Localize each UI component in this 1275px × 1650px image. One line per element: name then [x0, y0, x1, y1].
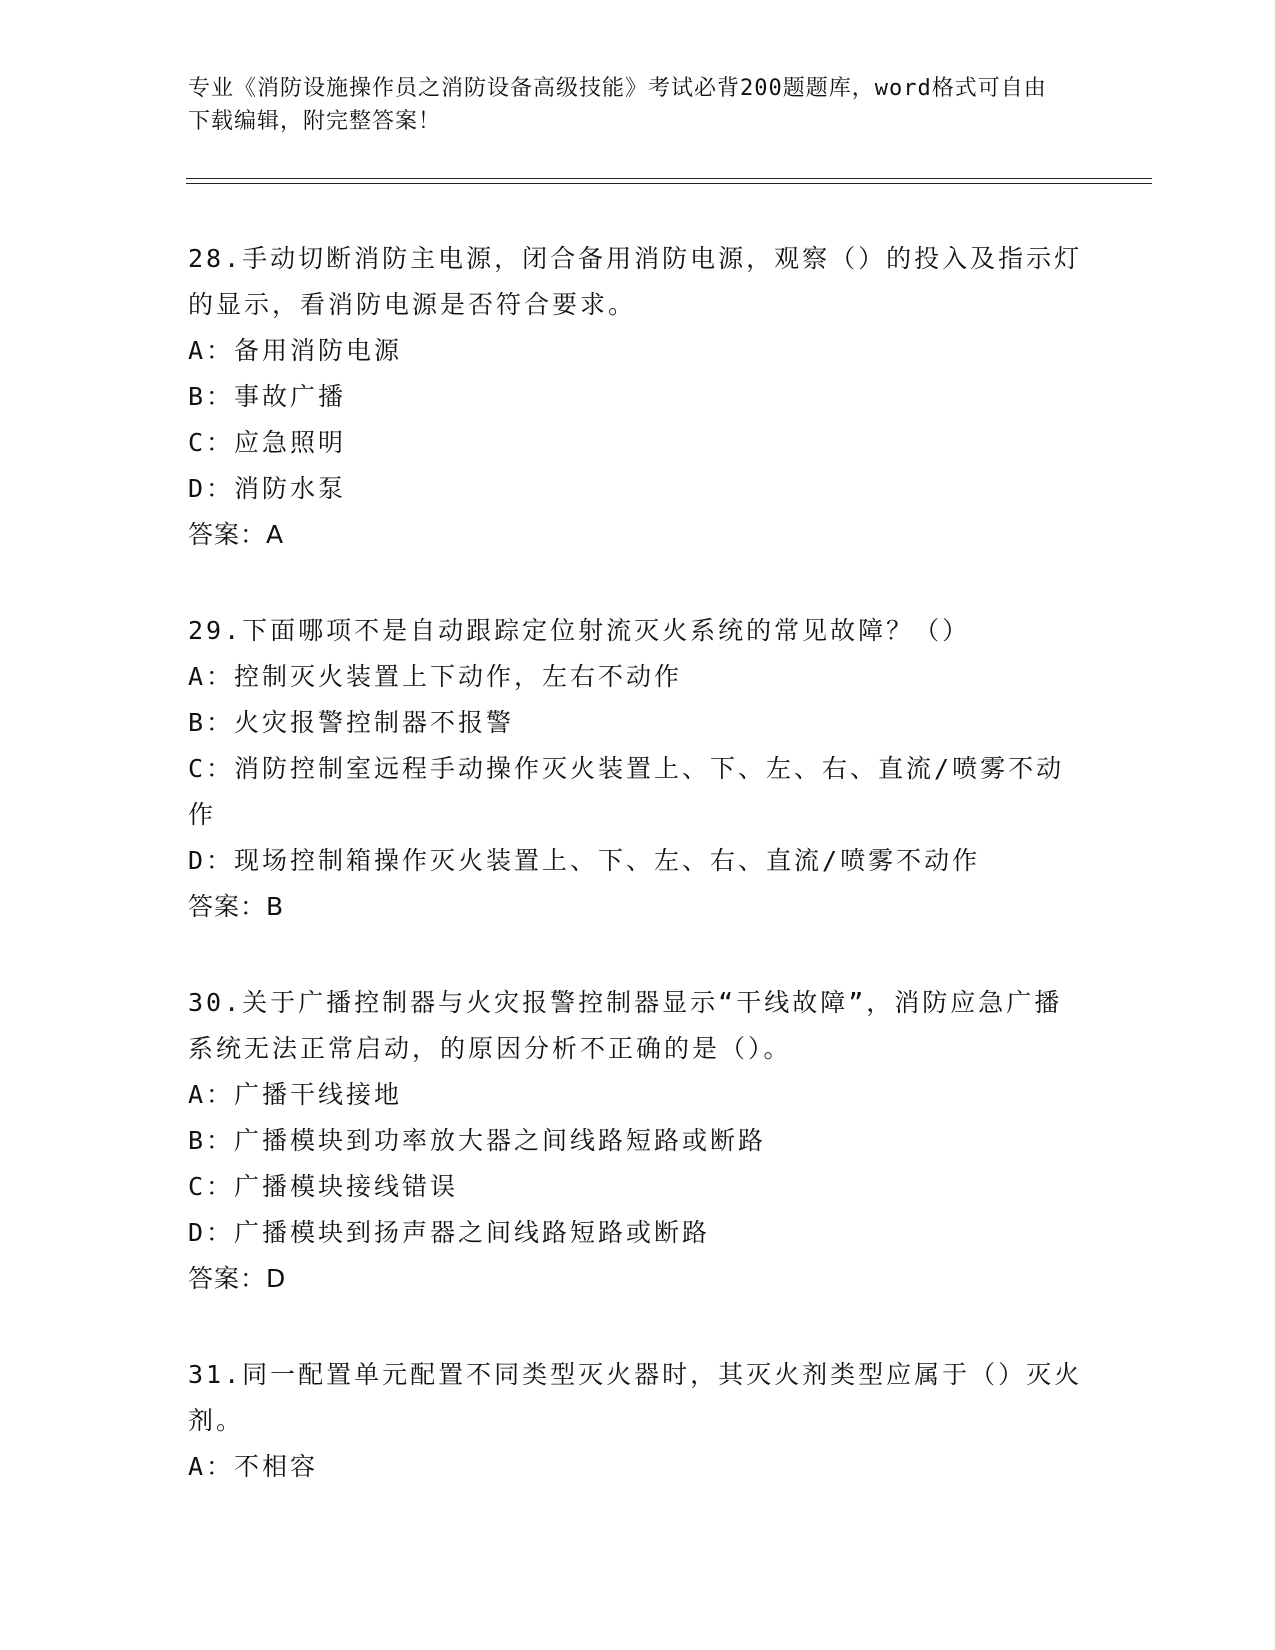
option-b: B：广播模块到功率放大器之间线路短路或断路 — [188, 1126, 767, 1155]
answer-line: 答案：A — [188, 520, 285, 549]
question-stem: 30.关于广播控制器与火灾报警控制器显示“干线故障”，消防应急广播系统无法正常启动，的原因分析不正确的是（）。 — [188, 988, 1063, 1063]
option-b: B：火灾报警控制器不报警 — [188, 708, 515, 737]
option-c: C：广播模块接线错误 — [188, 1172, 459, 1201]
option-c: C：应急照明 — [188, 428, 347, 457]
option-d: D：现场控制箱操作灭火装置上、下、左、右、直流/喷雾不动作 — [188, 846, 981, 875]
question-31 — [188, 1352, 1088, 1490]
question-list — [188, 236, 1088, 1540]
question-stem: 31.同一配置单元配置不同类型灭火器时，其灭火剂类型应属于（）灭火剂。 — [188, 1360, 1083, 1435]
question-28 — [188, 236, 1088, 558]
header-divider — [186, 178, 1152, 184]
question-stem: 28.手动切断消防主电源，闭合备用消防电源，观察（）的投入及指示灯的显示，看消防电源是否符合要求。 — [188, 244, 1083, 319]
question-30 — [188, 980, 1088, 1302]
option-a: A：备用消防电源 — [188, 336, 403, 365]
question-29 — [188, 608, 1088, 930]
option-d: D：消防水泵 — [188, 474, 347, 503]
option-b: B：事故广播 — [188, 382, 347, 411]
document-header: 专业《消防设施操作员之消防设备高级技能》考试必背200题题库，word格式可自由下载编辑，附完整答案！ — [188, 76, 1047, 134]
answer-line: 答案：B — [188, 892, 285, 921]
answer-line: 答案：D — [188, 1264, 287, 1293]
option-d: D：广播模块到扬声器之间线路短路或断路 — [188, 1218, 711, 1247]
option-a: A：不相容 — [188, 1452, 319, 1481]
question-stem: 29.下面哪项不是自动跟踪定位射流灭火系统的常见故障？（） — [188, 616, 971, 645]
option-a: A：控制灭火装置上下动作，左右不动作 — [188, 662, 683, 691]
option-c: C：消防控制室远程手动操作灭火装置上、下、左、右、直流/喷雾不动作 — [188, 754, 1065, 829]
option-a: A：广播干线接地 — [188, 1080, 403, 1109]
